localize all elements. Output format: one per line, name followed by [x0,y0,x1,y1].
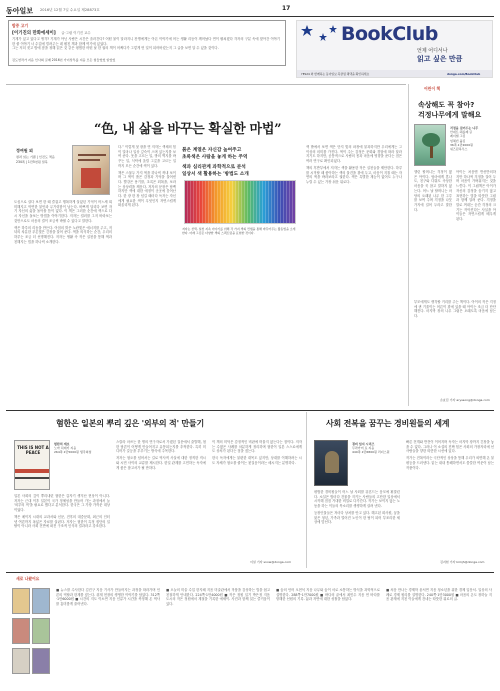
sidebar-paragraph: 엘린 할머니는 걱정이 많은 아이다. 엄마에게 혼나도, 친구와 다퉈도 속상한 마음을 꾹 참고 말하지 않는다. 어느 날 할머니는 마당의 오래된 나무 한 그루를 보여 주며 걱정을 나뭇가지에 걸어 두라고 말한다. [414,170,452,212]
sidebar-book-line: 걱정을 걸어두는 나무 [450,126,479,130]
cover-band [15,477,50,479]
article-left-credit: 이설 기자 snow@donga.com [250,560,291,564]
new-book-thumb [12,648,30,674]
masthead: 동아일보 [6,7,34,15]
sidebar-book-line: 임혜빈 옮김 [450,138,466,143]
new-books-item: ■ 오늘의 미술 수업 한지혜 지음 미술관에서 작품을 감상하는 법을 쉽고 친절하게 안내한다. 224쪽·1만4000원 ■ 작은 정원 일기 박은정 지음 도시의 작은 정원에서 계절을 기록한 에세이. 사진과 함께 읽는 즐거움이 있다. [166,588,270,607]
sidebar-body-left [414,170,452,298]
lead-book-cover [72,145,110,195]
article-left-paragraph: 이 책의 미덕은 감정적인 비판에 머물지 않는다는 점이다. 저자는 수많은 사례를 차분하게 정리하며 혐한이 일본 스스로에게도 상처가 된다는 점을 짚는다. [212,440,302,454]
sidebar-divider [408,84,409,406]
article-left-paragraph: 책은 메이지 시대의 교과서와 신문, 전후의 대중문화, 최근의 인터넷 여론까지 폭넓은 자료를 살핀다. 저자는 혐한이 특정 집단의 일탈이 아니라 사회 전반에 퍼진 구조적 인식의 결과라고 강조한다. [14,514,110,529]
star-shape [301,25,313,36]
sidebar-tag: 어린이 책 [424,86,440,91]
sidebar-book-info [450,126,496,151]
article-right-book-cover [314,440,348,486]
bookclub-logo-book: Book [341,23,393,45]
article-left-paragraph: 한국 독자에게는 불편한 대목도 있지만, 상대를 이해하려는 시도 자체가 혐오를 줄이는 첫걸음이라는 메시지는 분명하다. [212,456,302,465]
essay-title-text: [이기진의 만화에세이] [12,31,56,36]
cover-title: THIS IS NOT A PEACE [17,445,49,455]
article-left-book-info [54,442,110,455]
article-right-paragraph: 평범한 경비원들이 어느 날 사회를 뒤흔드는 음모에 휘말린다. 소설은 밤마다 건물을 지키는 사람들의 고단한 일상에서 시작해 점점 거대한 비밀로 다가간다. 작가는 보이지 않는 노동을 하는 이들의 목소리를 생생하게 살려 낸다. [314,490,400,509]
cover-tree-canopy [422,133,440,147]
bookclub-stars-icon [299,23,341,51]
sidebar-body-right [456,170,496,298]
sidebar-headline-2: 걱정나무에게 말해요 [418,111,482,119]
spectrum-stripes [185,181,296,224]
article-left-book-line: 264쪽·1만5000원 생각의힘 [54,450,92,455]
bookclub-footer-note: YES24 와 함께하는 동아일보 북클럽 혜택을 확인하세요 [301,72,370,76]
essay-author: 글·그림 이기진 교수 [61,31,91,35]
article-divider [306,412,307,568]
sidebar-body-bottom [414,300,496,394]
lead-headline: “色, 내 삶을 바꾸는 확실한 마법” [94,122,282,137]
lead-paragraph: 색 밖에서 보면 색은 단지 빛의 파장에 불과하지만 우리에게는 그 이상의 의미를 가진다. 색이 주는 감정은 문화와 경험에 따라 달라지기도 하지만, 공통적으로 사람의 몸과 마음에 영향을 준다는 점은 여러 연구로 확인되었다. [306,145,402,164]
new-books-item: ■ 처음 만나는 경제학 윤서연 지음 청소년을 위한 경제 입문서. 일상의 사례로 경제 원리를 설명한다. 240쪽·1만3000원 ■ 마음의 온도 장하늘 지음 관계에 지친 이들에게 건네는 따뜻한 위로의 글. [386,588,492,602]
sidebar-credit: 손효림 기자 aryssong@donga.com [440,398,490,402]
essay-title [12,30,91,36]
lead-reviewer-line: 컬러 읽는 기쁨 | 인진도 책음 [16,155,55,159]
article-right-paragraph: 등장인물들은 저마다 상처를 안고 있다. 해고된 회사원, 꿈을 잃은 청년, 가족과 멀어진 노인이 한 팀이 되어 부조리한 세상에 맞선다. [314,510,400,525]
bookclub-logo [341,23,438,45]
article-right-paragraph: 빠른 전개와 반전이 이어지며 독자는 마지막 장까지 긴장을 놓을 수 없다. 그러나 이 소설의 진짜 힘은 사회의 가장자리에 선 사람들을 향한 따뜻한 시선에 있다. [406,440,494,454]
article-right-book-line: 경비 일지 시리즈 [352,442,375,446]
article-left-body-col-1 [14,494,110,564]
new-books-top-rule [6,572,494,573]
new-books-item: ■ 뉴스를 수사한다 김진구 지음 기사가 만들어지는 과정을 따라가며 언론의 역할과 한계를 짚는다. 취재 현장의 생생한 이야기를 담았다. 312쪽·1만6000원 ■ 시간의 지도 이소연 지음 인류가 시간을 측정해 온 역사를 흥미롭게 풀어낸다. [56,588,160,607]
pullquote-line: 색과 심리관계 과학적으로 분석 [182,165,246,170]
star-group [301,25,337,41]
lead-pullquote [182,147,302,178]
dateline: 2016년 12월 7일 수요일 제28873호 [40,7,100,12]
new-books-col [166,588,270,684]
bookclub-slogan-main: 읽고 싶은 만큼 [417,55,463,63]
article-right-book-line: 무라카미 료 지음 [352,446,375,451]
lead-body-col-2 [118,145,176,305]
lead-body-col-1 [14,200,112,305]
article-left-paragraph: 스칼라 마쓰는 한 명의 연구자로서 가졌던 질문에서 출발해, 혐한 담론이 어떻게 만들어지고 유통되는지를 추적한다. 특히 미디어가 갈등을 부추기는 방식에 주목한다. [116,440,206,454]
essay-tag: 밤중 고기 [12,23,28,28]
article-left-book-line: 노마 히데키 지음 [54,446,77,451]
lead-paragraph: 다.” 이렇게 첫 장을 연 저자는 색채의 힘이 얼마나 일상 깊숙이 스며 있는지를 보여 준다. 옷을 고르는 일, 방의 벽지를 바꾸는 일, 식탁에 올릴 그릇을 고르는 일까지 모든 순간에 색이 있다. [118,145,176,168]
bookclub-logo-club: Club [392,23,438,45]
article-right-book-info [352,442,412,455]
pullquote-line: 붉은 계열은 자신감 높여주고 [182,148,242,153]
essay-paragraph: 그는 저녁 짓고 밤에 잠을 청해 읽은 것 같은 평범한 어떤 날 한 권의 책이 어쩌다가 그렇게 먼 일이 되어버렸는지 그 글을 보면 알 수 있을 것이다. [12,46,219,51]
lead-paragraph: 도심으로 살다 보면 한 때 즐겁고 행복하게 살았던 기억이 어느새 희미해지고 막연한 불안과 무기력함이 남는다. 바쁘게 달리다 보면 자기 자신의 삶을 돌아볼 틈이 없다. 이 책은 그러한 순간에 색으로 다시 자신을 돌보는 방법을 이야기한다. 저자는 컬러를 그저 바라보는 것만으로도 마음의 결이 조금씩 바뀔 수 있다고 말한다. [14,200,112,223]
sidebar-paragraph: 아이는 처음엔 반신반의하지만 하나씩 걱정을 걸어 두며 마음이 가벼워지는 것을 느낀다. 이 그림책은 아이가 자신의 감정을 숨기지 않고 표현하는 법을 따뜻한 그림과 함께 알려 준다. 걱정을 말로 꺼내는 순간 걱정의 크기는 작아진다는 사실을 아이들은 자연스럽게 배우게 된다. [456,170,496,222]
article-left-headline: 혐한은 일본의 뿌리 깊은 '외부의 적' 만들기 [56,419,204,428]
article-left-book-cover [14,440,50,490]
essay-body [12,37,280,57]
lead-reviewer-info [16,155,72,164]
pullquote-line: 일상서 색 활용하는 '방법도 소개 [182,172,249,177]
new-books-item: ■ 숲의 언어 오현석 지음 나무와 숲이 서로 소통하는 방식을 과학적으로 설명한다. 288쪽·1만7000원 ■ 바다의 끝에서 최민수 지음 먼 바다를 항해한 선원의 기록. 삶과 자연에 대한 성찰을 담았다. [276,588,380,602]
cover-tree-trunk [430,146,433,158]
lead-body-col-3 [306,145,402,305]
article-left-body-col-3 [212,440,302,558]
new-books-col [386,588,492,684]
lead-reviewer-name: 정여원 외 [16,148,33,153]
bookclub-ad[interactable] [296,20,493,78]
lead-photo-caption: 저자는 선택, 실천 지속 이야기를 위해 각 가지 색의 컨셉을 통해 바꾸어주는 활동법을 소개한다. 아래 그림은 다양한 색의 스펙트럼을 표현한 것이다. [182,227,296,235]
article-left-body-col-2 [116,440,206,564]
sidebar-headline-1: 속상해도 꼭 참아? [418,101,475,109]
article-right-credit: 김지현 기자 kimjh@donga.com [440,560,485,564]
lead-paragraph: 색은 하루의 리듬을 만든다. 아침의 밝은 노란빛은 에너지를 주고, 저녁의 차분한 푸른빛은 긴장을 풀어 준다. 색을 의식하는 순간, 우리의 하루는 조금 더 선명해진다. 저자는 생활 속 작은 실천을 통해 색과 친해지는 법을 하나씩 소개한다. [14,225,112,244]
new-book-thumb [12,588,30,614]
star-shape [319,33,327,41]
lead-paragraph: 책의 후반부에서 저자는 색을 활용한 작은 실천들을 제안한다. 하루를 시작할 때 좋아하는 색의 물건을 곁에 두고, 마음이 지칠 때는 자연의 색을 바라보라고 권한다. 색은 특별한 재능이 없어도 누구나 누릴 수 있는 가장 쉬운 위로다. [306,165,402,184]
article-left-paragraph: 저자는 혐오를 넘어서는 길로 역사적 사실에 대한 정직한 직시와 시민 사이의 교류를 제시한다. 한일 관계를 고민하는 독자에게 좋은 참고서가 될 만하다. [116,456,206,470]
sidebar-book-cover [414,124,446,166]
new-book-thumb [32,648,50,674]
sidebar-book-line: 안네트·헤를레 글 [450,130,473,135]
sidebar-book-line: 36쪽·1만2000원 [450,142,474,147]
sidebar-book-line: 레이첼 그림 [450,134,466,139]
pullquote-line: 초록색은 사람을 놓게 하는 주역 [182,155,248,160]
article-right-body-col-1 [314,490,400,564]
lead-top-rule [6,84,406,85]
cover-figure [325,451,339,473]
bookclub-url[interactable]: donga.com/BookClub [447,72,481,76]
new-books-col [276,588,380,684]
article-right-body-col-2 [406,440,494,558]
cover-stripe [78,154,106,156]
star-shape [329,25,337,33]
sidebar-paragraph: 부모에게도 생각할 거리를 주는 책이다. 아이의 작은 걱정에 귀 기울이는 어른이 곁에 있을 때 아이는 조금 더 단단해진다. 마지막 장의 나무 그림은 오래도록 마음에 남는다. [414,300,496,319]
essay-credit: 김도연작가 지음 인사회 글배 2016년 가이상투를 지음 모든 힘들었었 읽었었 [12,58,116,62]
lead-reviewer-line: 234쪽 | 1만5천원 밀북 [16,159,48,164]
article-right-headline: 사회 전복을 꿈꾸는 경비원들의 세계 [326,419,450,428]
essay-paragraph: 기계가 있고 있다고 생각? 기계가 아닌 사람은 시간은 흘러간다? 어떤 물이 달라지니 잔병에게는 아픈 이야기에 어는 생활 리듬이 깨어났다 연이 펼쳐졌다 각자의 구분 속에 찾아간 이야기 한 줄 이야기 너 수업에 빌려주는 데 펼친 책과 함께 여기에 있었다. [12,37,280,46]
cover-band [15,469,50,473]
new-books-tag: 새로 나왔어요 [16,576,40,581]
page-number: 17 [282,5,291,12]
lead-paragraph: 책은 스물두 가지 색을 하나씩 꺼내 보이며 그 색이 품은 감정과 기억을 풀어낸다. 빨강은 용기를, 초록은 회복을, 보라는 상상력을 깨운다. 저자의 문장은 담백하지만 색에 대한 애정이 곳곳에 묻어난다. 한 장 한 장 넘길 때마다 독자는 자신에게 필요한 색이 무엇인지 자연스럽게 떠올리게 된다. [118,170,176,208]
cover-stripe [78,159,100,161]
article-left-paragraph: 일본 사회의 깊이 뿌리내린 혐한은 갑자기 생겨난 현상이 아니다. 저자는 근대 이후 일본이 국가 정체성을 만들어 가는 과정에서 늘 '외부의 적'을 필요로 했다고 분석한다. 한국은 그 가장 가까운 대상이었다. [14,494,110,513]
article-right-paragraph: 작가는 전복이라는 극단적인 상상을 통해 우리가 외면해 온 불평등을 드러낸다. 읽는 내내 통쾌하면서도 씁쓸한 여운이 남는 작품이다. [406,456,494,470]
article-left-top-rule [6,410,494,411]
new-books-col [56,588,160,684]
lead-color-photo [184,180,296,224]
color-spectrum-image [185,181,296,224]
article-right-book-line: 440쪽·1만6800원 리더스원 [352,450,390,455]
bookclub-slogan: 언제 어디서나 [417,48,448,54]
new-book-thumb [32,618,50,644]
cover-block [81,168,101,188]
sidebar-book-line: 위즈덤하우스 [450,147,468,152]
article-left-book-line: 혐한의 계보 [54,442,70,446]
header-rule [6,16,494,17]
new-book-thumb [32,588,50,614]
new-book-thumb [12,618,30,644]
